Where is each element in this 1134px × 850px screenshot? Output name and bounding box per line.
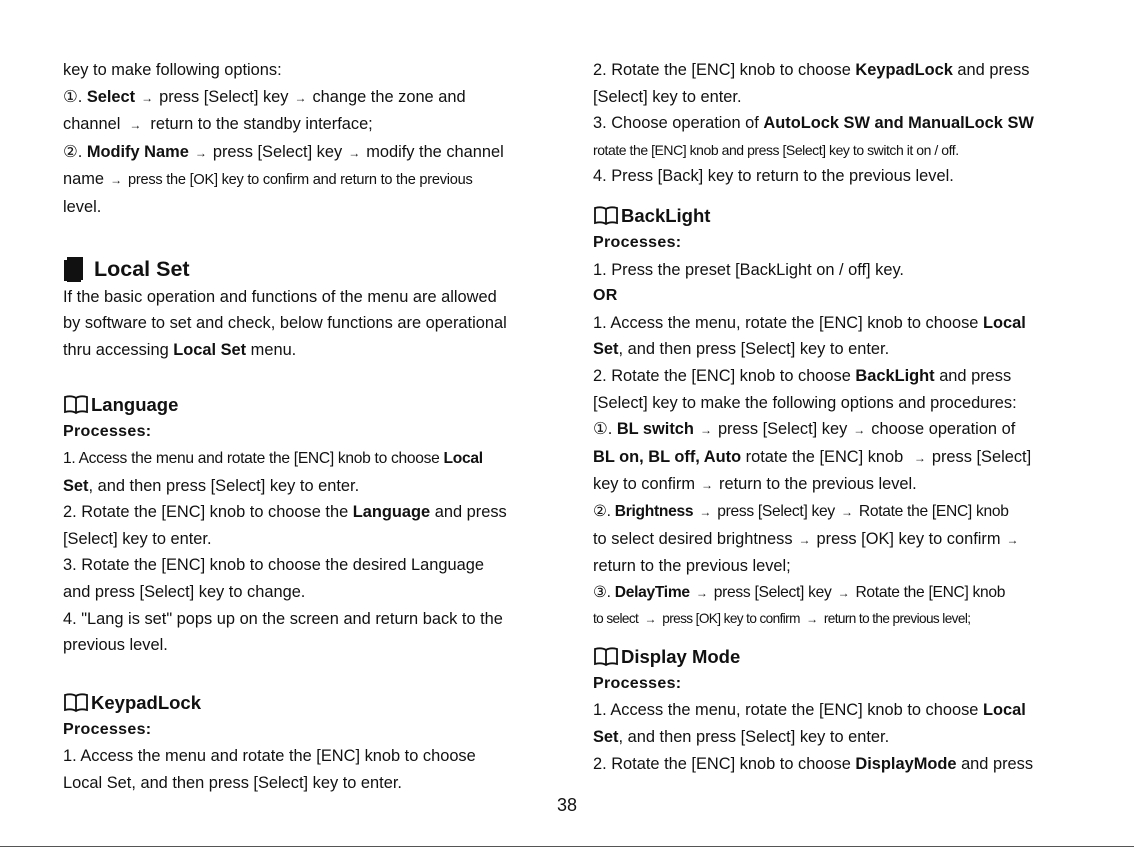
processes-label: Processes:	[63, 423, 152, 441]
heading-text: Language	[91, 394, 179, 416]
text-span: modify the channel	[366, 142, 504, 161]
text-span: press [Select] key	[159, 87, 289, 106]
arrow-icon: →	[913, 450, 926, 465]
arrow-icon: →	[695, 585, 708, 600]
text-span: and press	[952, 61, 1030, 79]
text-line	[63, 499, 548, 526]
text-line: return to the previous level;	[593, 557, 791, 576]
text-line: If the basic operation and functions of the menu are allowed	[63, 287, 497, 306]
text-line	[593, 724, 1083, 751]
text-span: change the zone and	[312, 87, 466, 106]
text-span: , and then press [Select] key to enter.	[618, 728, 890, 747]
text-span: and press	[956, 754, 1034, 773]
text-span: press [OK] key to confirm	[662, 611, 800, 627]
text-line: and press [Select] key to change.	[63, 582, 306, 601]
option-select-line	[63, 84, 548, 112]
text-line	[593, 606, 1083, 633]
option-name: Modify Name	[86, 142, 189, 161]
text-line: 3. Rotate the [ENC] knob to choose the desired Language	[63, 556, 484, 575]
text-span: channel	[63, 115, 121, 134]
arrow-icon: →	[699, 423, 712, 438]
arrow-icon: →	[294, 90, 307, 105]
text-line	[593, 526, 1083, 554]
or-label: OR	[593, 287, 618, 305]
document-icon	[63, 256, 85, 282]
text-span: and press	[934, 366, 1012, 385]
text-line	[63, 337, 548, 364]
book-icon	[593, 646, 619, 668]
option-bl-switch-line	[593, 416, 1083, 444]
bold-span: BL on, BL off, Auto	[593, 447, 742, 466]
bold-span: KeypadLock	[855, 61, 953, 79]
text-line	[593, 751, 1083, 778]
heading-text: BackLight	[621, 204, 711, 226]
text-line: 1. Press the preset [BackLight on / off] key.	[593, 260, 904, 279]
text-span: press [Select] key	[717, 420, 848, 439]
arrow-icon: →	[837, 585, 850, 600]
text-span: to select	[593, 611, 639, 627]
bold-span: Set	[593, 728, 619, 747]
text-span: press [OK] key to confirm	[816, 529, 1001, 548]
text-line	[593, 471, 1083, 499]
backlight-heading	[593, 202, 1083, 230]
text-line: rotate the [ENC] knob and press [Select] key to switch it on / off.	[593, 141, 959, 158]
arrow-icon: →	[853, 423, 866, 438]
circled-number: ①.	[63, 87, 87, 106]
circled-number: ①.	[593, 420, 617, 439]
book-icon	[63, 692, 89, 714]
bold-span: AutoLock SW and ManualLock SW	[763, 114, 1034, 133]
bold-span: Local	[443, 449, 483, 467]
circled-number: ②.	[593, 502, 615, 520]
bold-span: Local	[982, 313, 1026, 332]
text-span: press [Select]	[931, 447, 1032, 466]
text-line	[63, 111, 548, 139]
bold-span: BackLight	[855, 366, 935, 385]
option-brightness-line	[593, 499, 1083, 526]
text-span: 2. Rotate the [ENC] knob to choose	[593, 61, 856, 79]
text-span: 1. Access the menu and rotate the [ENC] knob to choose	[63, 449, 444, 467]
arrow-icon: →	[110, 173, 122, 188]
arrow-icon: →	[644, 612, 656, 627]
processes-label: Processes:	[63, 720, 152, 738]
text-span: choose operation of	[871, 420, 1016, 439]
text-span: press the [OK] key to confirm and return to the previous	[128, 172, 473, 189]
text-span: name	[63, 170, 105, 189]
text-span: return to the previous level;	[823, 611, 971, 627]
text-span: return to the previous level.	[719, 475, 917, 494]
display-mode-heading	[593, 643, 1083, 671]
arrow-icon: →	[141, 90, 154, 105]
text-span: press [Select] key	[717, 502, 835, 520]
text-span: 2. Rotate the [ENC] knob to choose	[593, 366, 856, 385]
text-span: rotate the [ENC] knob	[741, 447, 908, 466]
text-span: and press	[430, 503, 507, 522]
option-delaytime-line	[593, 580, 1083, 607]
text-span: 2. Rotate the [ENC] knob to choose	[593, 754, 856, 773]
text-line	[63, 166, 548, 194]
keypadlock-heading	[63, 689, 548, 717]
text-span: press [Select] key	[713, 583, 832, 601]
processes-label: Processes:	[593, 674, 682, 692]
heading-text: KeypadLock	[91, 691, 202, 713]
bold-span: Language	[352, 503, 431, 522]
text-line: [Select] key to enter.	[63, 529, 212, 548]
text-line	[593, 110, 1083, 137]
text-line: Local Set, and then press [Select] key to enter.	[63, 773, 402, 792]
text-line	[593, 310, 1083, 337]
text-span: press [Select] key	[212, 142, 343, 161]
arrow-icon: →	[806, 612, 818, 627]
left-column	[63, 57, 548, 796]
arrow-icon: →	[798, 532, 811, 547]
text-line: [Select] key to enter.	[593, 87, 742, 106]
bottom-divider	[0, 846, 1134, 847]
text-span: 1. Access the menu, rotate the [ENC] knob to choose	[593, 313, 983, 332]
page-number: 38	[556, 795, 578, 815]
option-name: DelayTime	[614, 583, 690, 601]
text-line: previous level.	[63, 636, 168, 655]
option-modify-name-line	[63, 139, 548, 167]
text-span: return to the standby interface;	[150, 115, 373, 134]
bold-span: Set	[63, 476, 89, 495]
arrow-icon: →	[129, 118, 142, 133]
option-name: Select	[86, 87, 136, 106]
circled-number: ②.	[63, 142, 87, 161]
text-line	[63, 446, 548, 473]
text-span: Rotate the [ENC] knob	[858, 502, 1009, 520]
text-line	[593, 444, 1083, 472]
text-line: by software to set and check, below functions are operational	[63, 314, 507, 333]
text-line: 4. "Lang is set" pops up on the screen and return back to the	[63, 609, 503, 628]
text-line: [Select] key to make the following options and procedures:	[593, 393, 1017, 412]
arrow-icon: →	[194, 145, 207, 160]
bold-span: Local	[982, 701, 1026, 720]
processes-label: Processes:	[593, 233, 682, 251]
text-span: key to confirm	[593, 475, 696, 494]
text-span: to select desired brightness	[593, 529, 793, 548]
text-span: 2. Rotate the [ENC] knob to choose the	[63, 503, 353, 522]
text-line	[593, 363, 1083, 390]
text-span: Rotate the [ENC] knob	[855, 583, 1006, 601]
bold-span: DisplayMode	[855, 754, 957, 773]
language-heading	[63, 391, 548, 419]
text-line: 1. Access the menu and rotate the [ENC] knob to choose	[63, 747, 476, 766]
book-icon	[63, 394, 89, 416]
arrow-icon: →	[1006, 532, 1019, 547]
heading-text: Display Mode	[621, 645, 741, 667]
text-span: 3. Choose operation of	[593, 114, 764, 133]
local-set-heading	[63, 254, 548, 284]
option-name: Brightness	[614, 502, 694, 520]
text-line	[63, 473, 548, 500]
text-span: menu.	[246, 340, 297, 359]
text-line: key to make following options:	[63, 61, 282, 79]
text-line	[593, 336, 1083, 363]
text-line: level.	[63, 197, 102, 216]
text-span: , and then press [Select] key to enter.	[618, 340, 890, 359]
text-span: 1. Access the menu, rotate the [ENC] knob to choose	[593, 701, 983, 720]
text-span: , and then press [Select] key to enter.	[88, 476, 360, 495]
bold-span: Local Set	[173, 340, 247, 359]
heading-text: Local Set	[94, 256, 190, 281]
arrow-icon: →	[701, 478, 714, 493]
bold-span: Set	[593, 340, 619, 359]
arrow-icon: →	[699, 504, 712, 519]
book-icon	[593, 205, 619, 227]
text-span: thru accessing	[63, 340, 174, 359]
text-line	[593, 57, 1083, 84]
text-line	[593, 697, 1083, 724]
arrow-icon: →	[841, 504, 853, 519]
right-column	[593, 57, 1083, 777]
circled-number: ③.	[593, 583, 615, 601]
text-line: 4. Press [Back] key to return to the previous level.	[593, 167, 954, 186]
option-name: BL switch	[616, 420, 694, 439]
arrow-icon: →	[348, 145, 361, 160]
